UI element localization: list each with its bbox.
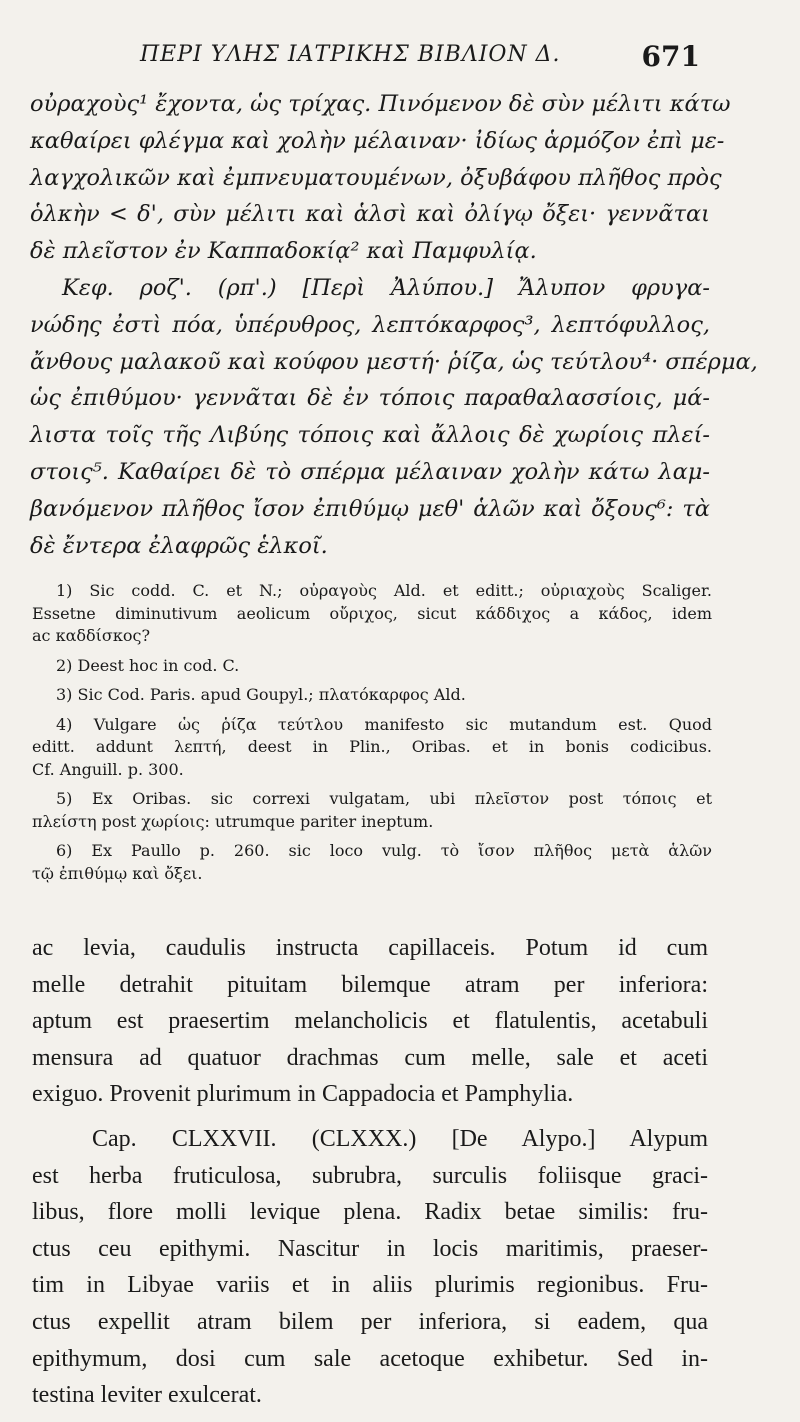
greek-text-block (30, 86, 758, 564)
footnote-1 (32, 580, 712, 648)
latin-chapter-heading-line: Cap. CLXXVII. (CLXXX.) [De Alypo.] Alypum (92, 1125, 708, 1152)
latin-line: ctus expellit atram bilem per inferiora, si eadem, qua (32, 1308, 708, 1335)
latin-line: testina leviter exulcerat. (32, 1382, 262, 1409)
latin-line: est herba fruticulosa, subrubra, surculis foliisque graci- (32, 1162, 708, 1189)
footnote-line: Cf. Anguill. p. 300. (32, 759, 184, 779)
greek-line: νώδης ἐστὶ πόα, ὑπέρυθρος, λεπτόκαρφος³, λεπτόφυλλος, (30, 311, 710, 338)
footnote-line: 6) Ex Paullo p. 260. sic loco vulg. τὸ ἴσον πλῆθος μετὰ ἁλῶν (56, 841, 712, 860)
footnotes-block (32, 580, 712, 892)
greek-line: δὲ ἔντερα ἐλαφρῶς ἑλκοῖ. (30, 532, 328, 559)
footnote-line: editt. addunt λεπτή, deest in Plin., Oribas. et in bonis codicibus. (32, 737, 712, 756)
greek-chapter-heading-line: Κεφ. ροζ'. (ρπ'.) [Περὶ Ἀλύπου.] Ἄλυπον φρυγα- (62, 274, 710, 301)
greek-line: ὡς ἐπιθύμου· γεννᾶται δὲ ἐν τόποις παραθαλασσίοις, μά- (30, 385, 710, 412)
greek-line: καθαίρει φλέγμα καὶ χολὴν μέλαιναν· ἰδίως ἁρμόζον ἐπὶ με- (30, 127, 725, 154)
footnote-line: 1) Sic codd. C. et N.; οὐραγοὺς Ald. et editt.; οὐριαχοὺς Scaliger. (56, 581, 712, 600)
running-title: ΠΕΡΙ ΥΛΗΣ ΙΑΤΡΙΚΗΣ ΒΙΒΛΙΟΝ Δ. (140, 41, 561, 67)
latin-line: ac levia, caudulis instructa capillaceis. Potum id cum (32, 935, 708, 961)
footnote-5 (32, 788, 712, 833)
footnote-line: ac καδδίσκος? (32, 626, 151, 645)
greek-line: οὐραχοὺς¹ ἔχοντα, ὡς τρίχας. Πινόμενον δὲ σὺν μέλιτι κάτω (30, 91, 731, 117)
greek-line: ὁλκὴν < δ', σὺν μέλιτι καὶ ἁλσὶ καὶ ὀλίγῳ ὄξει· γεννᾶται (30, 201, 710, 228)
greek-line: δὲ πλεῖστον ἐν Καππαδοκίᾳ² καὶ Παμφυλίᾳ. (30, 238, 537, 265)
greek-line: στοις⁵. Καθαίρει δὲ τὸ σπέρμα μέλαιναν χολὴν κάτω λαμ- (30, 458, 710, 485)
latin-paragraph-1 (32, 930, 708, 1113)
latin-line: melle detrahit pituitam bilemque atram per inferiora: (32, 971, 708, 998)
latin-line: aptum est praesertim melancholicis et flatulentis, acetabuli (32, 1008, 708, 1035)
latin-line: exiguo. Provenit plurimum in Cappadocia et Pamphylia. (32, 1081, 574, 1108)
footnote-3 (32, 684, 712, 707)
footnote-line: 4) Vulgare ὡς ῥίζα τεύτλου manifesto sic mutandum est. Quod (56, 714, 712, 734)
footnote-line: Essetne diminutivum aeolicum οὔριχος, sicut κάδδιχος a κάδος, idem (32, 603, 712, 623)
latin-line: libus, flore molli levique plena. Radix betae similis: fru- (32, 1199, 708, 1226)
footnote-line: πλείστη post χωρίοις: utrumque pariter ineptum. (32, 811, 434, 831)
page-header (140, 34, 700, 74)
footnote-2 (32, 655, 712, 678)
latin-line: ctus ceu epithymi. Nascitur in locis maritimis, praeser- (32, 1235, 708, 1262)
footnote-line: 2) Deest hoc in cod. C. (56, 655, 240, 675)
footnote-6 (32, 840, 712, 885)
latin-line: tim in Libyae variis et in aliis plurimis regionibus. Fru- (32, 1272, 708, 1299)
greek-line: ἄνθους μαλακοῦ καὶ κούφου μεστή· ῥίζα, ὡς τεύτλου⁴· σπέρμα, (30, 348, 758, 375)
footnote-4 (32, 714, 712, 782)
footnote-line: 5) Ex Oribas. sic correxi vulgatam, ubi πλεῖστον post τόποις et (56, 789, 712, 808)
greek-line: βανόμενον πλῆθος ἴσον ἐπιθύμῳ μεθ' ἁλῶν καὶ ὄξους⁶: τὰ (30, 495, 710, 522)
greek-line: λαγχολικῶν καὶ ἐμπνευματουμένων, ὀξυβάφου πλῆθος πρὸς (30, 164, 722, 191)
footnote-line: τῷ ἐπιθύμῳ καὶ ὄξει. (32, 863, 203, 883)
latin-line: epithymum, dosi cum sale acetoque exhibetur. Sed in- (32, 1345, 708, 1372)
latin-paragraph-2 (32, 1121, 708, 1414)
footnote-line: 3) Sic Cod. Paris. apud Goupyl.; πλατόκαρφος Ald. (56, 685, 466, 704)
page-number: 671 (641, 40, 700, 73)
latin-text-block (32, 930, 708, 1422)
greek-line: λιστα τοῖς τῆς Λιβύης τόποις καὶ ἄλλοις δὲ χωρίοις πλεί- (30, 422, 710, 449)
latin-line: mensura ad quatuor drachmas cum melle, sale et aceti (32, 1044, 708, 1071)
